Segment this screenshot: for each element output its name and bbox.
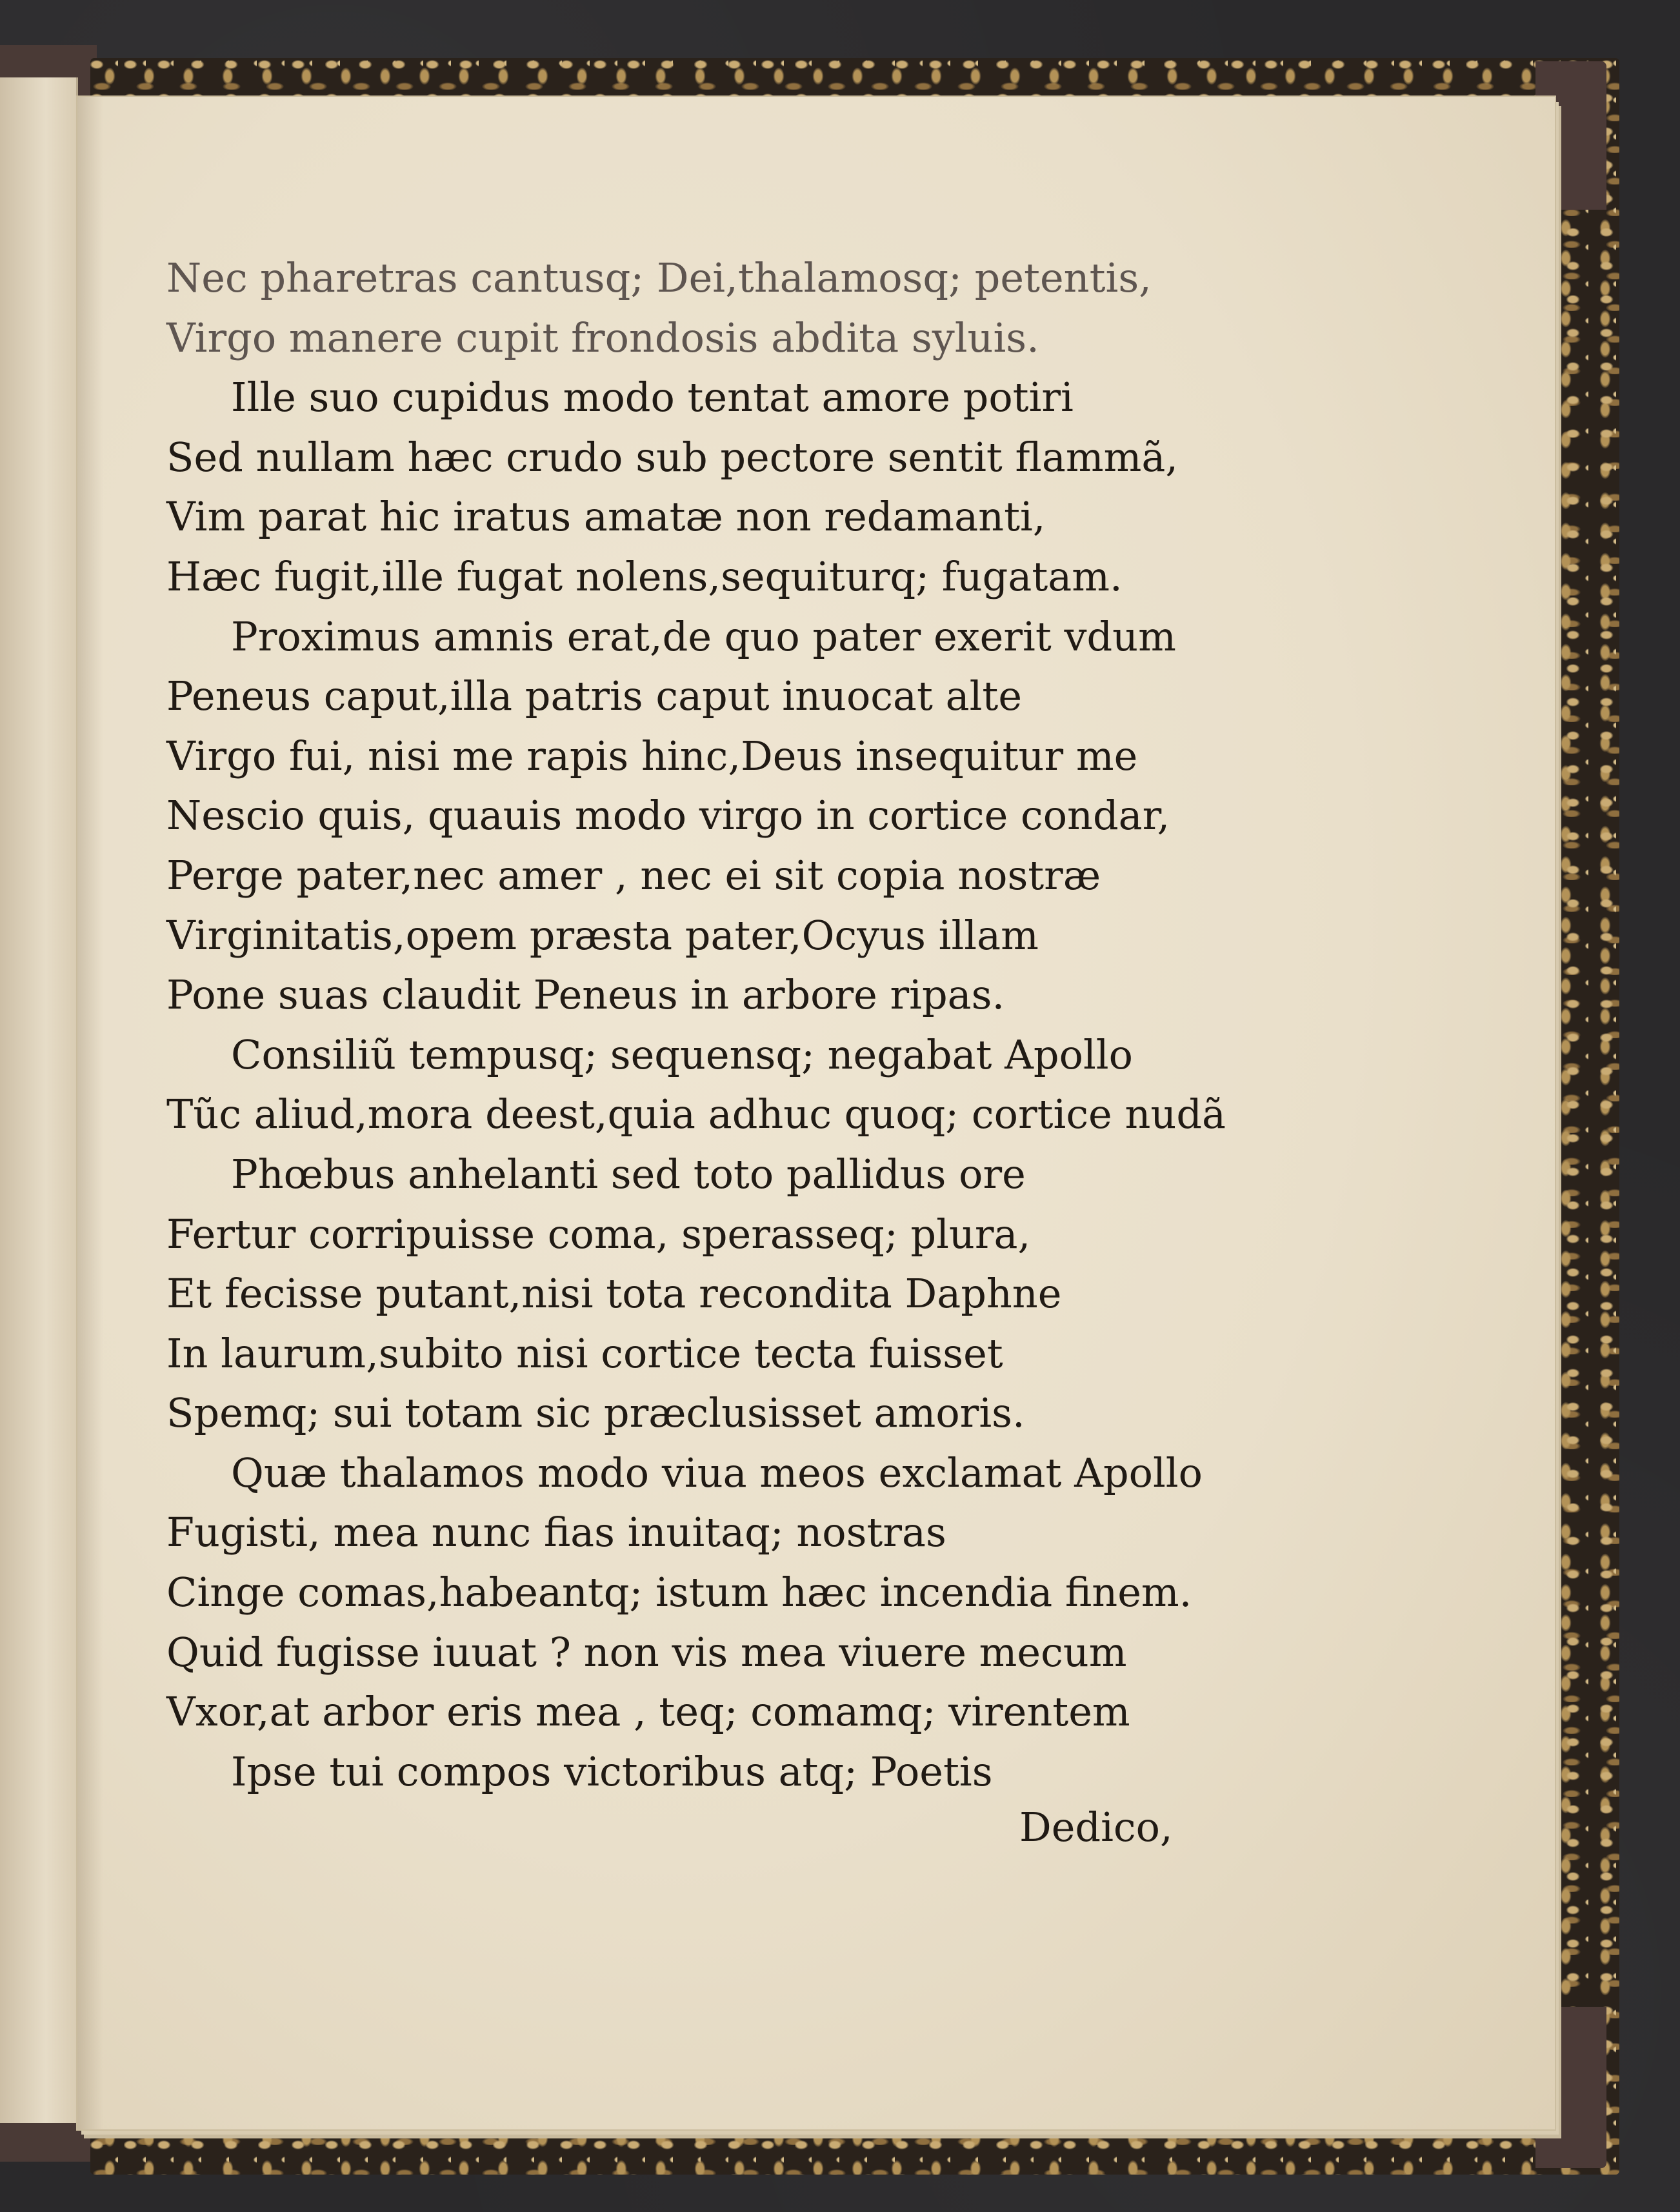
verse-line: Cinge comas,habeantq; istum hæc incendia finem.: [166, 1569, 1192, 1616]
verse-line: Et fecisse putant,nisi tota recondita Daphne: [166, 1270, 1062, 1318]
verse-line: Fugisti, mea nunc fias inuitaq; nostras: [166, 1509, 946, 1556]
verse-line: Fertur corripuisse coma, sperasseq; plura,: [166, 1210, 1031, 1258]
verse-line: Virgo manere cupit frondosis abdita syluis.: [166, 314, 1039, 361]
verse-line: Phœbus anhelanti sed toto pallidus ore: [231, 1150, 1026, 1198]
verse-line: Vxor,at arbor eris mea , teq; comamq; virentem: [166, 1688, 1130, 1736]
verse-line: Hæc fugit,ille fugat nolens,sequiturq; fugatam.: [166, 552, 1123, 600]
verse-line: Proximus amnis erat,de quo pater exerit vdum: [231, 612, 1176, 660]
page-gutter-shadow: [77, 97, 103, 2129]
verse-line: Consiliũ tempusq; sequensq; negabat Apollo: [231, 1031, 1133, 1078]
verse-line: Virginitatis,opem præsta pater,Ocyus illam: [166, 911, 1039, 959]
verse-line: Perge pater,nec amer , nec ei sit copia nostræ: [166, 851, 1101, 899]
verse-line: In laurum,subito nisi cortice tecta fuisset: [166, 1329, 1003, 1377]
verse-line: Tũc aliud,mora deest,quia adhuc quoq; cortice nudã: [166, 1091, 1226, 1138]
verse-text-block: [166, 248, 1392, 1802]
verse-line: Ipse tui compos victoribus atq; Poetis: [231, 1747, 993, 1795]
previous-page-edge: [0, 77, 78, 2123]
verse-line: Pone suas claudit Peneus in arbore ripas.: [166, 971, 1005, 1019]
catchword: Dedico,: [1019, 1804, 1173, 1851]
verse-line: Nescio quis, quauis modo virgo in cortice condar,: [166, 792, 1170, 840]
verse-line: Nec pharetras cantusq; Dei,thalamosq; petentis,: [166, 254, 1152, 301]
verse-line: Peneus caput,illa patris caput inuocat alte: [166, 672, 1023, 720]
verse-line: Spemq; sui totam sic præclusisset amoris.: [166, 1389, 1025, 1437]
verse-line: Vim parat hic iratus amatæ non redamanti,: [166, 493, 1046, 541]
verse-line: Quid fugisse iuuat ? non vis mea viuere mecum: [166, 1628, 1127, 1676]
verse-line: Sed nullam hæc crudo sub pectore sentit flammã,: [166, 433, 1179, 481]
verse-line: Quæ thalamos modo viua meos exclamat Apollo: [231, 1449, 1203, 1496]
verse-line: Virgo fui, nisi me rapis hinc,Deus insequitur me: [166, 732, 1138, 779]
verse-line: Ille suo cupidus modo tentat amore potiri: [231, 374, 1074, 421]
